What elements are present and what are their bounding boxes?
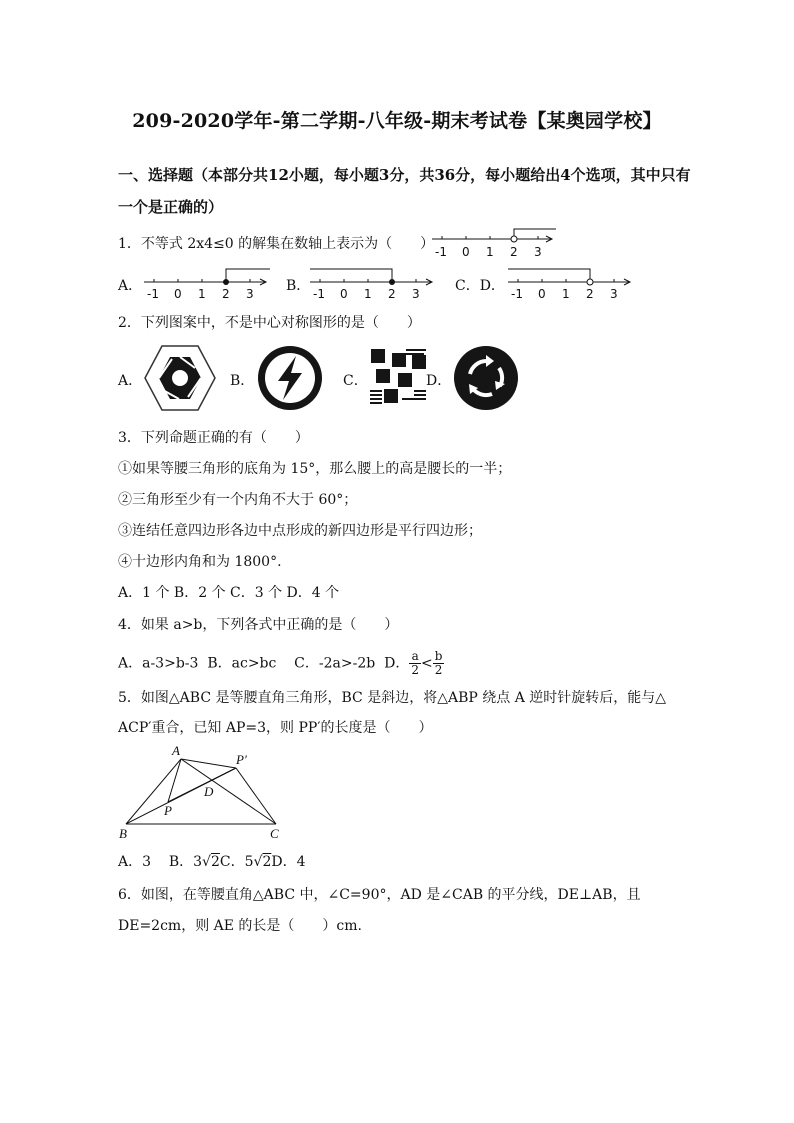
tick-label: -1 bbox=[435, 245, 447, 259]
q4-option-d: D． bbox=[384, 655, 410, 672]
q1-option-d-number-line bbox=[506, 265, 636, 301]
tick-label: 0 bbox=[462, 245, 470, 259]
q2-stem: 2．下列图案中，不是中心对称图形的是（ ） bbox=[118, 315, 421, 331]
q5-option-c-sqrt: 2 bbox=[262, 854, 272, 870]
tick-label: 3 bbox=[412, 287, 420, 301]
recycle-arrows-icon bbox=[452, 344, 520, 412]
fraction-b-over-2: $\frac{b}{2}$ bbox=[434, 649, 443, 677]
q6-stem-line2: DE=2cm，则 AE 的长是（ ）cm. bbox=[118, 918, 362, 934]
q2-option-c-label: C． bbox=[343, 373, 368, 389]
q4-option-c: C．-2a>-2b bbox=[294, 655, 376, 672]
point-label-p: P bbox=[164, 803, 172, 818]
q1-stem: 1．不等式 2x4≤0 的解集在数轴上表示为（ ） bbox=[118, 236, 435, 252]
q2-option-b-label: B． bbox=[230, 373, 255, 389]
tick-label: 2 bbox=[222, 287, 230, 301]
q5-option-d: D．4 bbox=[271, 854, 306, 870]
q1-stem-number-line bbox=[430, 226, 560, 260]
tick-label: 2 bbox=[586, 287, 594, 301]
q2-option-a-label: A． bbox=[118, 373, 143, 389]
lightning-bolt-icon bbox=[256, 344, 324, 412]
q4-stem: 4．如果 a>b，下列各式中正确的是（ ） bbox=[118, 617, 399, 633]
vertex-label-b: B bbox=[119, 826, 127, 841]
q1-option-cd-label: C．D． bbox=[455, 278, 505, 294]
q1-option-b-number-line bbox=[308, 265, 438, 301]
q3-item-3: ③连结任意四边形各边中点形成的新四边形是平行四边形； bbox=[118, 523, 482, 539]
stacked-squares-pattern-icon bbox=[368, 347, 428, 407]
tick-label: -1 bbox=[313, 287, 325, 301]
q1-option-a-label: A． bbox=[118, 278, 143, 294]
tick-label: 1 bbox=[198, 287, 206, 301]
q5-options: A．3 B．3√2C．5√2D．4 bbox=[118, 854, 306, 870]
tick-label: -1 bbox=[147, 287, 159, 301]
q3-item-2: ②三角形至少有一个内角不大于 60°； bbox=[118, 492, 358, 508]
q5-triangle-figure bbox=[116, 742, 288, 842]
tick-label: 1 bbox=[562, 287, 570, 301]
tick-label: 3 bbox=[534, 245, 542, 259]
tick-label: 2 bbox=[388, 287, 396, 301]
q4-options bbox=[118, 650, 444, 677]
q2-option-d-label: D． bbox=[426, 373, 452, 389]
tick-label: 1 bbox=[486, 245, 494, 259]
tick-label: -1 bbox=[511, 287, 523, 301]
q6-stem-line1: 6．如图，在等腰直角△ABC 中，∠C=90°，AD 是∠CAB 的平分线，DE⊥AB，且 bbox=[118, 887, 641, 903]
q1-option-b-label: B． bbox=[286, 278, 311, 294]
point-label-d: D bbox=[204, 784, 214, 799]
hexagon-nut-icon bbox=[143, 343, 217, 413]
q5-stem-line1: 5．如图△ABC 是等腰直角三角形，BC 是斜边，将△ABP 绕点 A 逆时针旋转后，能与△ bbox=[118, 690, 667, 706]
tick-label: 0 bbox=[174, 287, 182, 301]
page-title: 209-2020学年-第二学期-八年级-期末考试卷【某奥园学校】 bbox=[132, 110, 662, 132]
q4-option-a: A．a-3>b-3 bbox=[118, 655, 199, 672]
q5-option-c: C．5 bbox=[219, 854, 254, 870]
q5-option-a: A．3 bbox=[118, 854, 152, 870]
q3-item-4: ④十边形内角和为 1800°. bbox=[118, 554, 282, 570]
vertex-label-c: C bbox=[270, 826, 279, 841]
fraction-a-over-2: $\frac{a}{2}$ bbox=[411, 649, 419, 677]
q5-option-b-sqrt: 2 bbox=[210, 854, 220, 870]
tick-label: 1 bbox=[364, 287, 372, 301]
q5-stem-line2: ACP′重合，已知 AP=3，则 PP′的长度是（ ） bbox=[118, 720, 433, 736]
tick-label: 0 bbox=[538, 287, 546, 301]
q3-stem: 3．下列命题正确的有（ ） bbox=[118, 430, 309, 446]
q4-option-b: B．ac>bc bbox=[207, 655, 277, 672]
tick-label: 0 bbox=[340, 287, 348, 301]
tick-label: 2 bbox=[510, 245, 518, 259]
section-heading-line1: 一、选择题（本部分共12小题，每小题3分，共36分，每小题给出4个选项，其中只有 bbox=[118, 166, 691, 184]
q1-option-a-number-line bbox=[142, 265, 272, 301]
vertex-label-a: A bbox=[172, 743, 180, 758]
q5-option-b: B．3 bbox=[168, 854, 203, 870]
less-than-sign: < bbox=[420, 655, 433, 672]
q3-options: A．1 个 B．2 个 C．3 个 D．4 个 bbox=[118, 585, 340, 601]
section-heading-line2: 一个是正确的） bbox=[118, 198, 224, 216]
vertex-label-p-prime: P′ bbox=[236, 752, 247, 767]
tick-label: 3 bbox=[610, 287, 618, 301]
tick-label: 3 bbox=[246, 287, 254, 301]
q3-item-1: ①如果等腰三角形的底角为 15°，那么腰上的高是腰长的一半； bbox=[118, 461, 512, 477]
